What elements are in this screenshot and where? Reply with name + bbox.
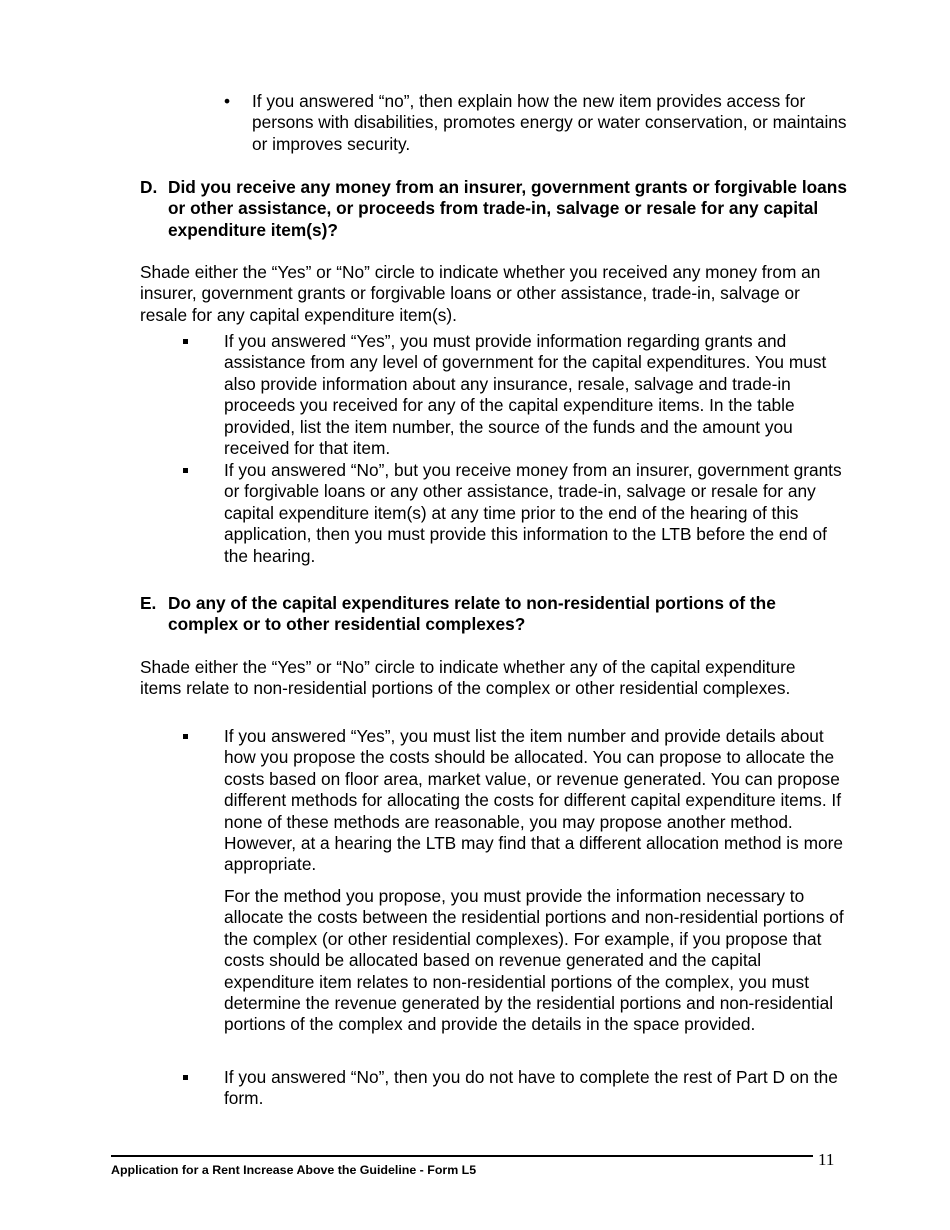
section-e-bullet-yes: If you answered “Yes”, you must list the item number and provide details about how you propose the costs should be allocated. You can propose to allocate the costs based on floor area, market value, or revenue generated. You can propose different methods for allocating the costs for different capital expenditure items. If none of these methods are reasonable, you may propose another method. However, at a hearing the LTB may find that a different allocation method is more appropriate. <box>224 726 843 875</box>
section-e-letter: E. <box>140 593 157 613</box>
section-d-bullet-yes: If you answered “Yes”, you must provide information regarding grants and assistance from any level of government for the capital expenditures. You must also provide information about any insurance, resale, salvage and trade-in proceeds you received for any of the capital expenditure items. In the table provided, list the item number, the source of the funds and the amount you received for that item. <box>224 331 827 459</box>
section-d-instruction: Shade either the “Yes” or “No” circle to indicate whether you received any money from an insurer, government grants or forgivable loans or other assistance, trade-in, salvage or resale for any capital expenditure item(s). <box>140 262 821 325</box>
section-e-bullet-yes-followup: For the method you propose, you must provide the information necessary to allocate the costs between the residential portions and non-residential portions of the complex (or other residential complexes). For example, if you propose that costs should be allocated based on revenue generated and the capital expenditure item relates to non-residential portions of the complex, you must determine the revenue generated by the residential portions and non-residential portions of the complex and provide the details in the space provided. <box>224 886 844 1035</box>
square-bullet <box>183 339 188 344</box>
page-number: 11 <box>818 1150 835 1169</box>
section-e-bullet-no: If you answered “No”, then you do not have to complete the rest of Part D on the form. <box>224 1067 838 1109</box>
bullet-dot: • <box>224 91 231 111</box>
section-e-heading: Do any of the capital expenditures relate to non-residential portions of the complex or to other residential complexes? <box>168 593 776 635</box>
square-bullet <box>183 734 188 739</box>
section-d-heading: Did you receive any money from an insurer, government grants or forgivable loans or other assistance, or proceeds from trade-in, salvage or resale for any capital expenditure item(s)? <box>168 177 847 240</box>
intro-bullet-text: If you answered “no”, then explain how the new item provides access for persons with disabilities, promotes energy or water conservation, or maintains or improves security. <box>252 91 847 154</box>
square-bullet <box>183 1075 188 1080</box>
section-e-instruction: Shade either the “Yes” or “No” circle to indicate whether any of the capital expenditure items relate to non-residential portions of the complex or other residential complexes. <box>140 657 796 699</box>
section-d-bullet-no: If you answered “No”, but you receive money from an insurer, government grants or forgivable loans or any other assistance, trade-in, salvage or resale for any capital expenditure item(s) at any time prior to the end of the hearing of this application, then you must provide this information to the LTB before the end of the hearing. <box>224 460 842 566</box>
footer-rule <box>111 1155 813 1157</box>
section-d-letter: D. <box>140 177 158 197</box>
square-bullet <box>183 468 188 473</box>
footer-form-title: Application for a Rent Increase Above the Guideline - Form L5 <box>111 1163 477 1177</box>
